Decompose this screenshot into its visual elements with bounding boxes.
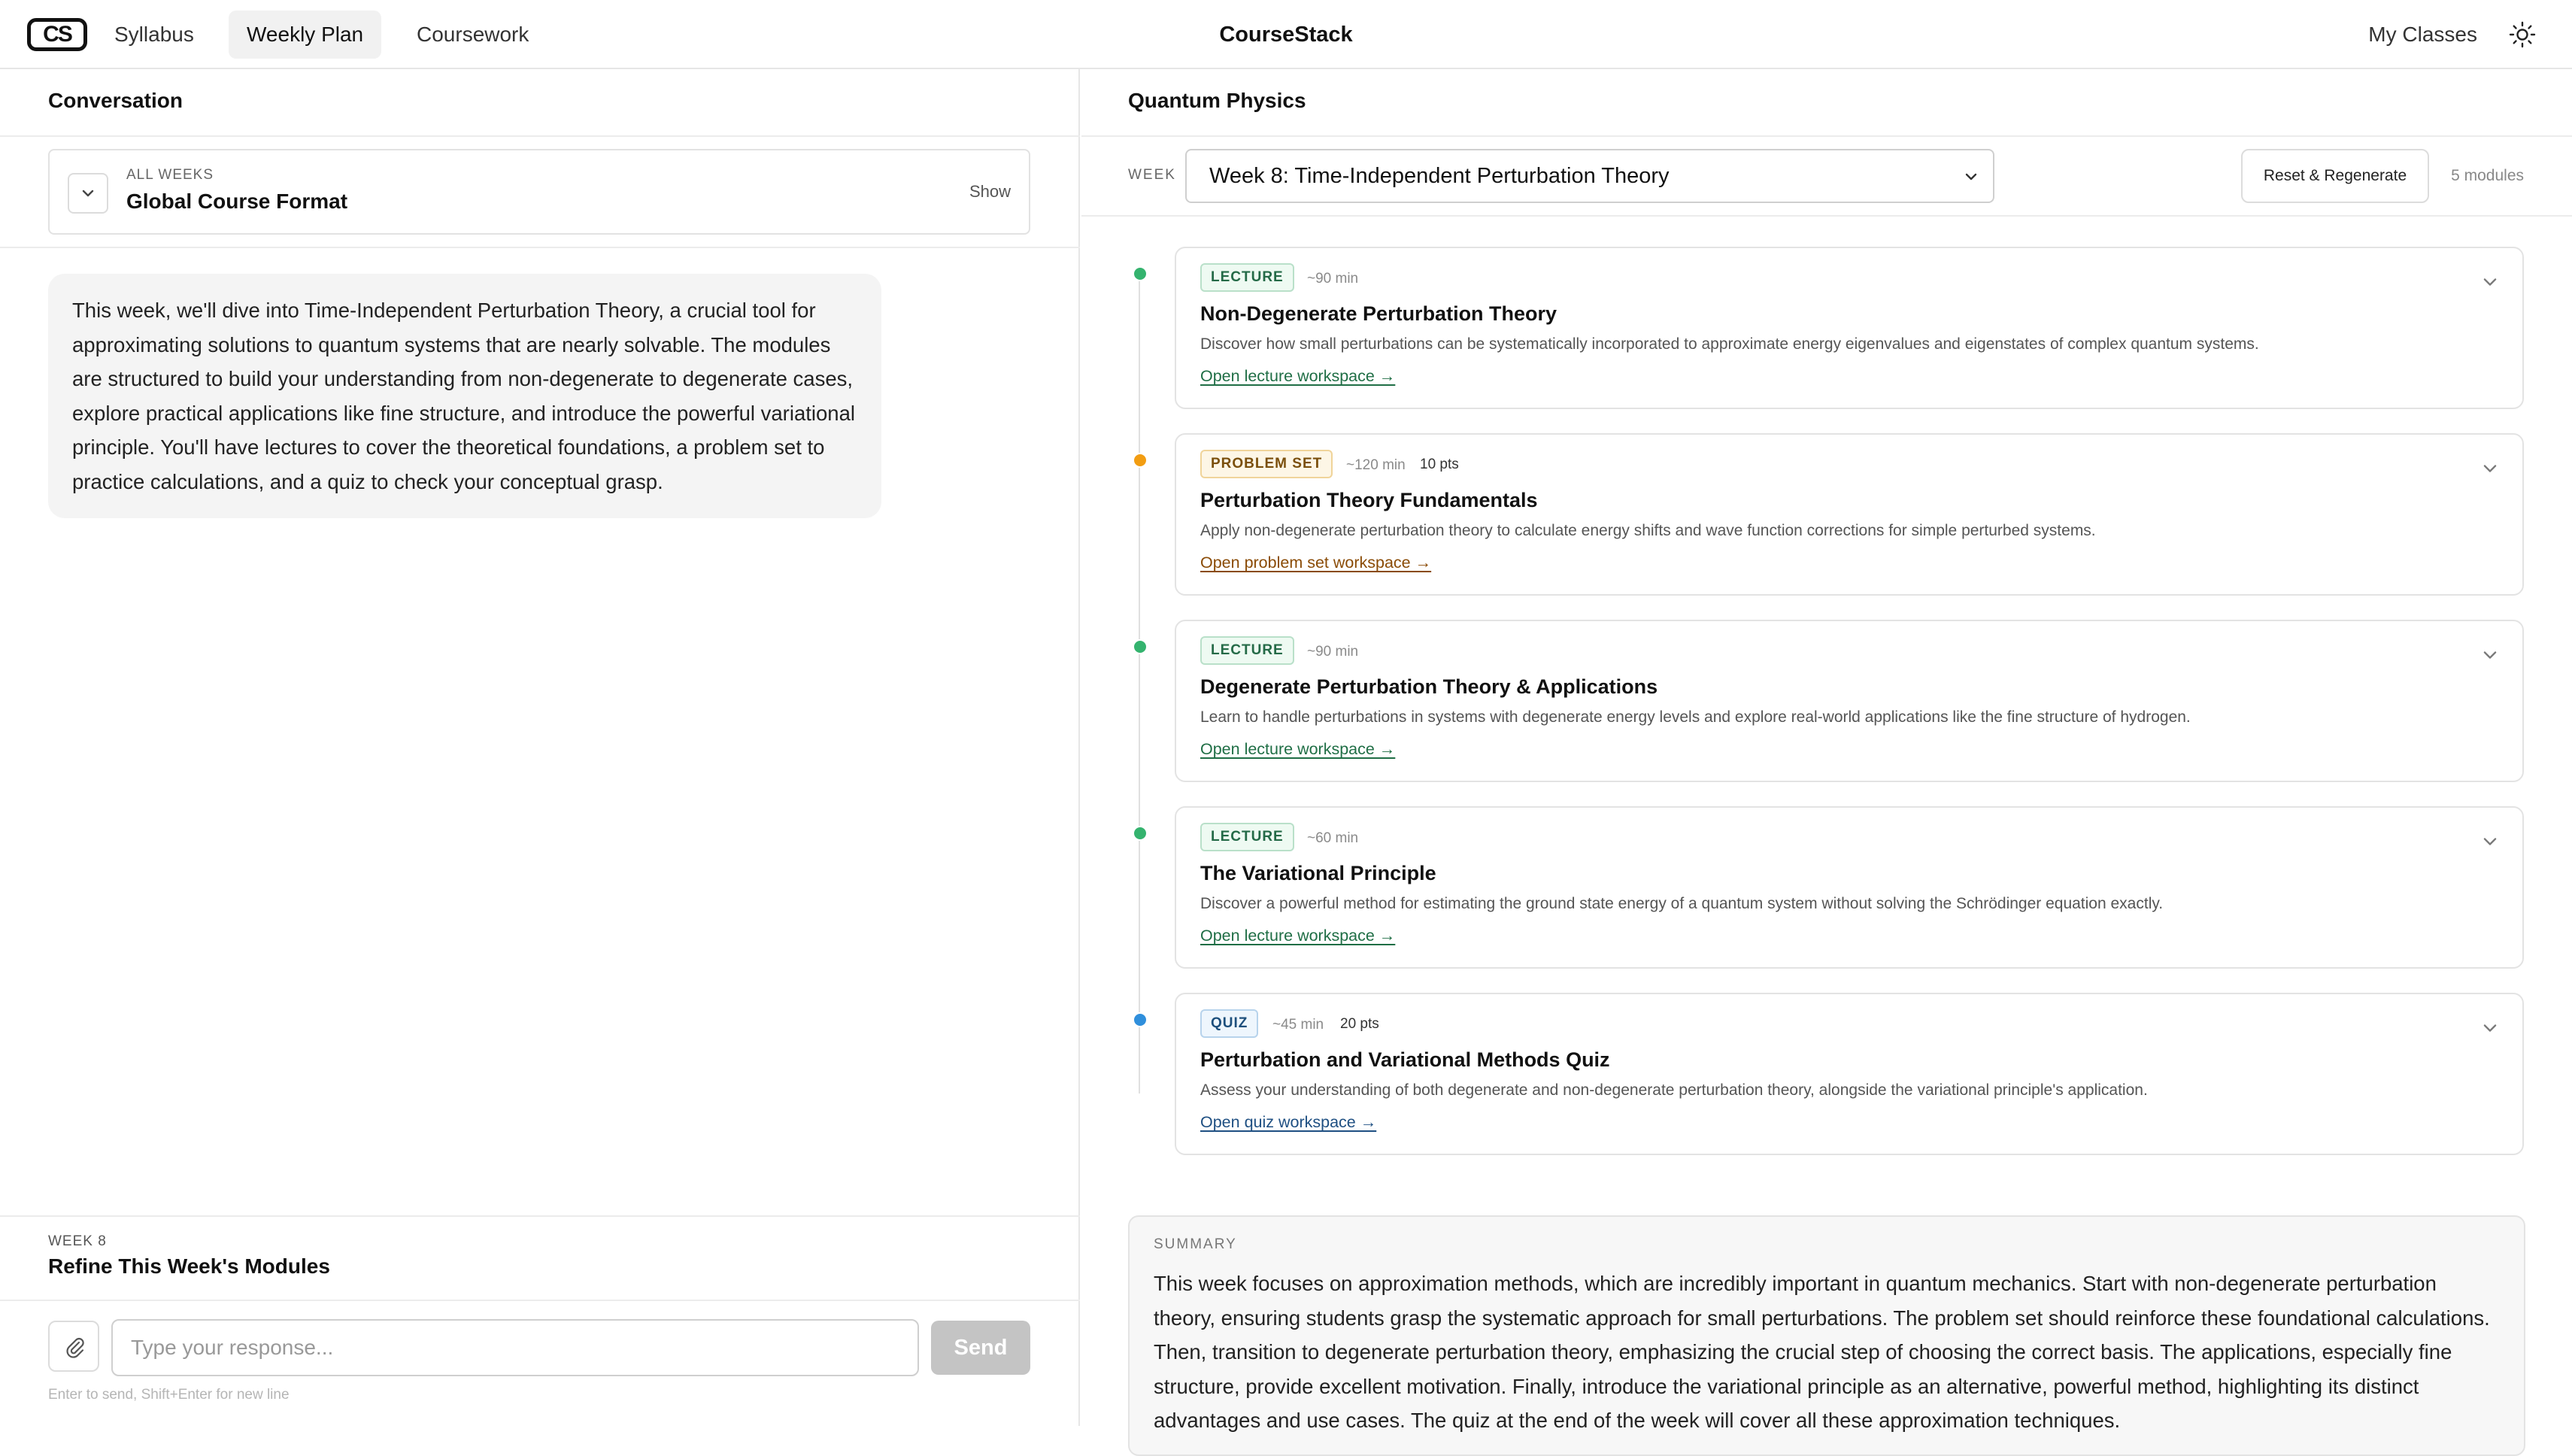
chevron-down-icon[interactable]: [2480, 272, 2500, 292]
module-duration: ~60 min: [1307, 830, 1359, 846]
module-type-badge: LECTURE: [1200, 636, 1294, 665]
weekly-plan-panel: [1081, 69, 2572, 1432]
assistant-message: This week, we'll dive into Time-Independent Perturbation Theory, a crucial tool for approximating solutions to quantum systems that are nearly solvable. The modules are structured to build your understanding from non-degenerate to degenerate cases, explore practical applications like fine structure, and introduce the powerful variational principle. You'll have lectures to cover the theoretical foundations, a problem set to practice calculations, and a quiz to check your conceptual grasp.: [48, 274, 881, 518]
app-title: CourseStack: [1219, 23, 1353, 47]
module-card[interactable]: [1175, 806, 2524, 969]
module-title: The Variational Principle: [1200, 862, 1436, 884]
chevron-down-icon[interactable]: [2480, 645, 2500, 665]
module-title: Degenerate Perturbation Theory & Applications: [1200, 675, 1658, 698]
module-description: Discover a powerful method for estimating the ground state energy of a quantum system without solving the Schrödinger equation exactly.: [1200, 895, 2164, 912]
timeline-dot-problem-set: [1133, 453, 1148, 468]
reset-regenerate-button[interactable]: Reset & Regenerate: [2241, 149, 2429, 203]
conversation-panel: [0, 69, 1080, 1426]
module-card[interactable]: [1175, 993, 2524, 1155]
module-description: Learn to handle perturbations in systems with degenerate energy levels and explore real-world applications like the fine structure of hydrogen.: [1200, 708, 2191, 726]
course-title: Quantum Physics: [1128, 89, 1306, 112]
week-select[interactable]: [1185, 149, 1994, 203]
divider: [0, 1300, 1080, 1301]
module-title: Non-Degenerate Perturbation Theory: [1200, 302, 1557, 325]
module-description: Discover how small perturbations can be systematically incorporated to approximate energy eigenvalues and eigenstates of complex quantum systems.: [1200, 335, 2259, 353]
module-type-badge: PROBLEM SET: [1200, 450, 1333, 478]
week-label: WEEK: [1128, 167, 1176, 183]
send-button[interactable]: Send: [931, 1321, 1030, 1375]
chevron-down-icon: [1963, 168, 1979, 185]
module-type-badge: LECTURE: [1200, 823, 1294, 851]
show-toggle[interactable]: Show: [969, 182, 1011, 201]
module-title: Perturbation Theory Fundamentals: [1200, 489, 1538, 511]
tab-syllabus[interactable]: Syllabus: [114, 23, 194, 46]
open-workspace-link[interactable]: Open lecture workspace →: [1200, 367, 1396, 385]
module-duration: ~45 min: [1272, 1017, 1324, 1033]
format-card-label: ALL WEEKS: [126, 167, 214, 183]
module-card[interactable]: [1175, 247, 2524, 409]
attach-button[interactable]: [48, 1321, 99, 1372]
format-card-title: Global Course Format: [126, 190, 348, 213]
logo[interactable]: CS: [27, 18, 87, 51]
refine-title: Refine This Week's Modules: [48, 1254, 330, 1278]
timeline-dot-lecture: [1133, 266, 1148, 281]
week-select-value: Week 8: Time-Independent Perturbation Theory: [1209, 164, 1670, 188]
open-workspace-link[interactable]: Open quiz workspace →: [1200, 1113, 1377, 1131]
my-classes-link[interactable]: My Classes: [2368, 23, 2477, 46]
keyboard-hint: Enter to send, Shift+Enter for new line: [48, 1387, 290, 1403]
open-workspace-link[interactable]: Open lecture workspace →: [1200, 927, 1396, 945]
conversation-title: Conversation: [48, 89, 183, 112]
divider: [0, 135, 1080, 137]
divider: [0, 1215, 1080, 1217]
tab-weekly-plan[interactable]: Weekly Plan: [229, 11, 381, 59]
summary-text: This week focuses on approximation methods, which are incredibly important in quantum mechanics. Start with non-degenerate perturbation theory, ensuring students grasp the systematic approach for small perturbations. The problem set should reinforce these foundational calculations. Then, transition to degenerate perturbation theory, emphasizing the crucial step of choosing the correct basis. The applications, especially fine structure, provide excellent motivation. Finally, introduce the variational principle as an alternative, powerful method, highlighting its distinct advantages and use cases. The quiz at the end of the week will cover all these approximation techniques.: [1154, 1272, 2490, 1432]
module-duration: ~90 min: [1307, 644, 1359, 660]
divider: [0, 247, 1080, 248]
module-description: Apply non-degenerate perturbation theory to calculate energy shifts and wave function corrections for simple perturbed systems.: [1200, 522, 2096, 539]
open-workspace-link[interactable]: Open lecture workspace →: [1200, 740, 1396, 758]
paperclip-icon: [63, 1336, 87, 1360]
divider: [1081, 135, 2572, 137]
open-workspace-link[interactable]: Open problem set workspace →: [1200, 554, 1432, 572]
summary-label: SUMMARY: [1154, 1236, 1237, 1252]
module-duration: ~90 min: [1307, 271, 1359, 287]
tab-coursework[interactable]: Coursework: [417, 23, 529, 46]
timeline-line: [1139, 271, 1140, 1094]
module-type-badge: LECTURE: [1200, 263, 1294, 292]
module-duration: ~120 min: [1346, 457, 1406, 473]
chevron-down-icon[interactable]: [2480, 459, 2500, 478]
divider: [1081, 215, 2572, 217]
chevron-down-icon[interactable]: [2480, 832, 2500, 851]
sun-icon[interactable]: [2509, 21, 2536, 48]
summary-card: [1128, 1215, 2525, 1456]
refine-week-label: WEEK 8: [48, 1233, 107, 1249]
module-points: 10 pts: [1420, 457, 1459, 472]
chevron-down-icon[interactable]: [2480, 1018, 2500, 1038]
timeline-dot-lecture: [1133, 639, 1148, 654]
module-description: Assess your understanding of both degenerate and non-degenerate perturbation theory, alongside the variational principle's application.: [1200, 1081, 2148, 1099]
module-card[interactable]: [1175, 620, 2524, 782]
module-title: Perturbation and Variational Methods Quiz: [1200, 1048, 1610, 1071]
module-card[interactable]: [1175, 433, 2524, 596]
global-format-card[interactable]: [48, 149, 1030, 235]
module-points: 20 pts: [1340, 1016, 1379, 1032]
timeline-dot-quiz: [1133, 1012, 1148, 1027]
module-type-badge: QUIZ: [1200, 1009, 1258, 1038]
top-nav: [0, 0, 2572, 69]
module-count: 5 modules: [2451, 167, 2524, 184]
expand-button[interactable]: [68, 173, 108, 214]
timeline-dot-lecture: [1133, 826, 1148, 841]
chevron-down-icon: [80, 185, 96, 202]
response-input[interactable]: [111, 1319, 919, 1376]
